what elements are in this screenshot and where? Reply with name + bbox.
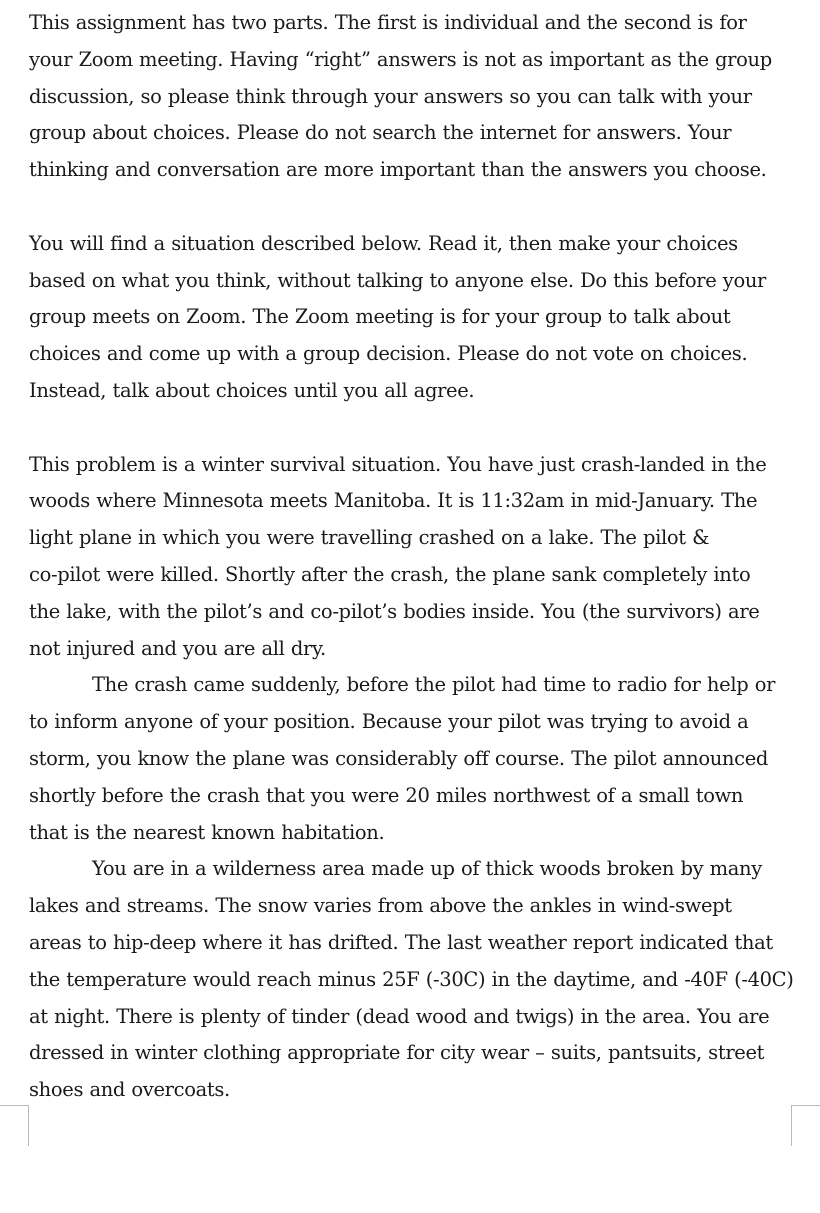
paragraph-crash-details <box>29 667 799 851</box>
text-line: This assignment has two parts. The first is individual and the second is for <box>29 11 747 34</box>
text-line: at night. There is plenty of tinder (dead wood and twigs) in the area. You are <box>29 1004 770 1028</box>
text-line: storm, you know the plane was considerably off course. The pilot announced <box>29 746 769 770</box>
text-line: the temperature would reach minus 25F (-30C) in the daytime, and -40F (-40C) <box>29 967 794 991</box>
text-line: woods where Minnesota meets Manitoba. It is 11:32am in mid-January. The <box>29 489 758 513</box>
text-line: your Zoom meeting. Having “right” answers is not as important as the group <box>29 47 772 71</box>
text-line: Instead, talk about choices until you all agree. <box>29 378 475 402</box>
text-line: not injured and you are all dry. <box>29 636 326 660</box>
text-line: areas to hip-deep where it has drifted. The last weather report indicated that <box>29 930 773 954</box>
text-line: thinking and conversation are more important than the answers you choose. <box>29 158 767 182</box>
text-line: shortly before the crash that you were 20 miles northwest of a small town <box>29 783 744 807</box>
text-line: lakes and streams. The snow varies from above the ankles in wind-swept <box>29 894 732 918</box>
text-line: group meets on Zoom. The Zoom meeting is for your group to talk about <box>29 305 731 329</box>
text-line: discussion, so please think through your answers so you can talk with your <box>29 84 752 108</box>
text-line: light plane in which you were travelling crashed on a lake. The pilot & <box>29 526 710 550</box>
paragraph-gap <box>29 189 799 226</box>
text-line: dressed in winter clothing appropriate for city wear – suits, pantsuits, street <box>29 1041 765 1065</box>
text-line-indented: The crash came suddenly, before the pilot had time to radio for help or <box>92 673 776 697</box>
text-line: to inform anyone of your position. Because your pilot was trying to avoid a <box>29 710 749 734</box>
text-line: choices and come up with a group decision. Please do not vote on choices. <box>29 342 748 366</box>
page-margin-corner-left <box>0 1105 29 1146</box>
text-line: the lake, with the pilot’s and co-pilot’s bodies inside. You (the survivors) are <box>29 599 760 623</box>
text-line: that is the nearest known habitation. <box>29 820 385 844</box>
text-line: You will find a situation described below. Read it, then make your choices <box>29 231 738 255</box>
paragraph-situation <box>29 447 799 668</box>
paragraph-wilderness <box>29 851 799 1109</box>
text-line: co-pilot were killed. Shortly after the crash, the plane sank completely into <box>29 562 751 586</box>
text-line: group about choices. Please do not search the internet for answers. Your <box>29 121 732 145</box>
paragraph-intro <box>29 5 799 189</box>
text-line: This problem is a winter survival situation. You have just crash-landed in the <box>29 452 767 476</box>
page-margin-corner-right <box>791 1105 820 1146</box>
text-line-indented: You are in a wilderness area made up of thick woods broken by many <box>92 857 762 881</box>
paragraph-instructions <box>29 226 799 410</box>
document-page <box>29 5 799 1109</box>
text-line: shoes and overcoats. <box>29 1078 230 1102</box>
paragraph-gap <box>29 410 799 447</box>
text-line: based on what you think, without talking to anyone else. Do this before your <box>29 268 767 292</box>
